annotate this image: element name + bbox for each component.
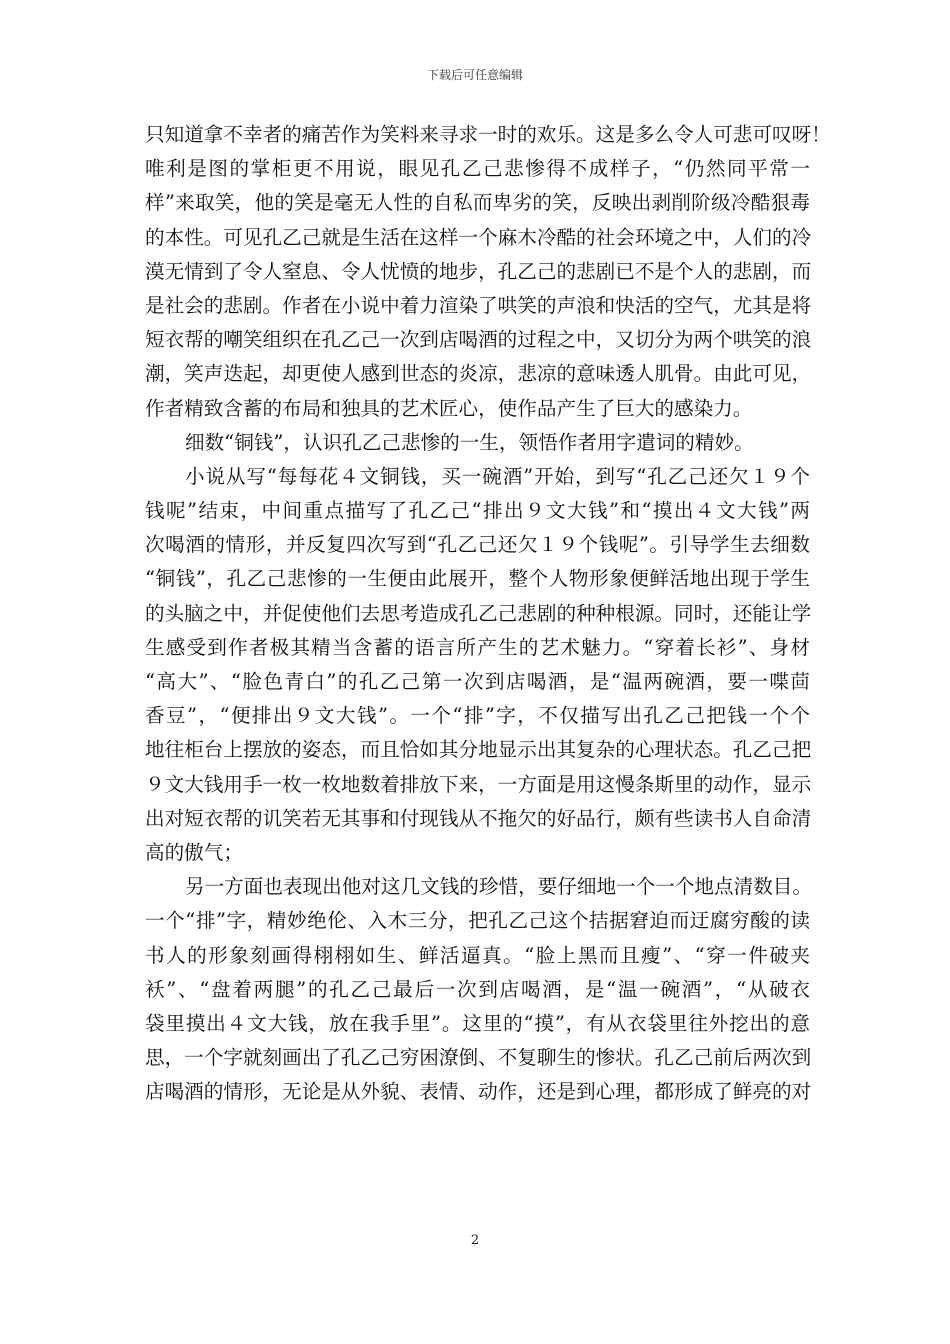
text-line: 潮，笑声迭起，却更使人感到世态的炎凉，悲凉的意味透人肌骨。由此可见， — [145, 362, 812, 386]
text-line: 的头脑之中，并促使他们去思考造成孔乙己悲剧的种种根源。同时，还能让学 — [145, 601, 812, 625]
text-line: 店喝酒的情形，无论是从外貌、表情、动作，还是到心理，都形成了鲜亮的对 — [145, 1080, 812, 1104]
text-line: 次喝酒的情形，并反复四次写到“孔乙己还欠１９个钱呢”。引导学生去细数 — [145, 533, 810, 557]
text-line: 细数“铜钱”，认识孔乙己悲惨的一生，领悟作者用字遣词的精妙。 — [185, 430, 754, 454]
text-line: 书人的形象刻画得栩栩如生、鲜活逼真。“脸上黑而且瘦”、“穿一件破夹 — [145, 943, 810, 967]
page-number: 2 — [470, 1233, 480, 1248]
document-body — [145, 118, 831, 1109]
text-line: 另一方面也表现出他对这几文钱的珍惜，要仔细地一个一个地点清数目。 — [185, 875, 812, 899]
text-line: 香豆”，“便排出９文大钱”。一个“排”字，不仅描写出孔乙己把钱一个个 — [145, 704, 810, 728]
text-line: 的本性。可见孔乙己就是生活在这样一个麻木冷酷的社会环境之中，人们的冷 — [145, 225, 812, 249]
text-line: 袄”、“盘着两腿”的孔乙己最后一次到店喝酒，是“温一碗酒”，“从破衣 — [145, 977, 810, 1001]
text-line: 只知道拿不幸者的痛苦作为笑料来寻求一时的欢乐。这是多么令人可悲可叹呀！ — [145, 123, 831, 146]
page-header: 下载后可任意编辑 — [426, 68, 523, 82]
text-line: 思，一个字就刻画出了孔乙己穷困潦倒、不复聊生的惨状。孔乙己前后两次到 — [145, 1046, 812, 1070]
text-line: 出对短衣帮的讥笑若无其事和付现钱从不拖欠的好品行，颇有些读书人自命清 — [145, 806, 812, 830]
text-line: 漠无情到了令人窒息、令人忧愤的地步，孔乙己的悲剧已不是个人的悲剧，而 — [145, 259, 812, 283]
text-line: 短衣帮的嘲笑组织在孔乙己一次到店喝酒的过程之中，又切分为两个哄笑的浪 — [145, 328, 812, 352]
text-line: 是社会的悲剧。作者在小说中着力渲染了哄笑的声浪和快活的空气，尤其是将 — [145, 293, 812, 317]
text-line: 高的傲气； — [145, 840, 243, 864]
text-line: 一个“排”字，精妙绝伦、入木三分，把孔乙己这个拮据窘迫而迂腐穷酸的读 — [145, 909, 810, 933]
text-line: 生感受到作者极其精当含蓄的语言所产生的艺术魅力。“穿着长衫”、身材 — [145, 635, 810, 659]
text-line: 样”来取笑，他的笑是毫无人性的自私而卑劣的笑，反映出剥削阶级冷酷狠毒 — [145, 191, 810, 215]
text-line: 唯利是图的掌柜更不用说，眼见孔乙己悲惨得不成样子，“仍然同平常一 — [145, 157, 810, 181]
text-line: 地往柜台上摆放的姿态，而且恰如其分地显示出其复杂的心理状态。孔乙己把 — [145, 738, 812, 762]
text-line: 袋里摸出４文大钱，放在我手里”。这里的“摸”，有从衣袋里往外挖出的意 — [145, 1011, 810, 1035]
text-line: “铜钱”，孔乙己悲惨的一生便由此展开，整个人物形象便鲜活地出现于学生 — [145, 567, 810, 591]
text-line: 小说从写“每每花４文铜钱，买一碗酒”开始，到写“孔乙己还欠１９个 — [185, 464, 810, 488]
text-line: ９文大钱用手一枚一枚地数着排放下来，一方面是用这慢条斯里的动作，显示 — [145, 772, 812, 796]
text-line: 作者精致含蓄的布局和独具的艺术匠心，使作品产生了巨大的感染力。 — [145, 396, 753, 420]
text-line: 钱呢”结束，中间重点描写了孔乙己“排出９文大钱”和“摸出４文大钱”两 — [145, 499, 810, 523]
text-line: “高大”、“脸色青白”的孔乙己第一次到店喝酒，是“温两碗酒，要一喋茴 — [145, 670, 810, 693]
